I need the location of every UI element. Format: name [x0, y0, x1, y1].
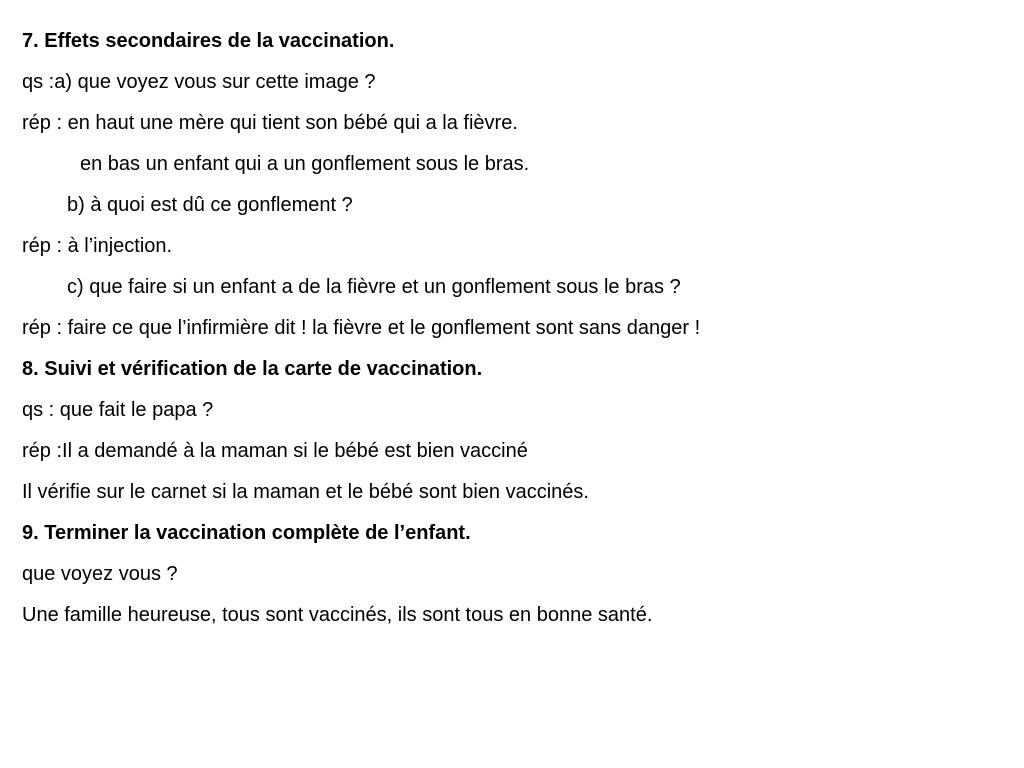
question-8: qs : que fait le papa ?: [22, 399, 214, 421]
answer-7b: rép : à l’injection.: [22, 235, 173, 257]
section-heading-9: 9. Terminer la vaccination complète de l’enfant.: [22, 522, 471, 544]
answer-7a-line-1: rép : en haut une mère qui tient son bébé qui a la fièvre.: [22, 112, 518, 134]
answer-8-line-2: Il vérifie sur le carnet si la maman et le bébé sont bien vaccinés.: [22, 481, 589, 503]
answer-8-line-1: rép :Il a demandé à la maman si le bébé est bien vacciné: [22, 440, 528, 462]
question-7a: qs :a) que voyez vous sur cette image ?: [22, 71, 376, 93]
answer-9: Une famille heureuse, tous sont vaccinés, ils sont tous en bonne santé.: [22, 604, 653, 626]
question-7c: c) que faire si un enfant a de la fièvre et un gonflement sous le bras ?: [67, 276, 681, 298]
section-heading-7: 7. Effets secondaires de la vaccination.: [22, 30, 395, 52]
section-heading-8: 8. Suivi et vérification de la carte de vaccination.: [22, 358, 483, 380]
answer-7a-line-2: en bas un enfant qui a un gonflement sous le bras.: [80, 153, 530, 175]
question-9: que voyez vous ?: [22, 563, 178, 585]
answer-7c: rép : faire ce que l’infirmière dit ! la fièvre et le gonflement sont sans danger !: [22, 317, 701, 339]
question-7b: b) à quoi est dû ce gonflement ?: [67, 194, 353, 216]
document-page: [22, 21, 1012, 636]
